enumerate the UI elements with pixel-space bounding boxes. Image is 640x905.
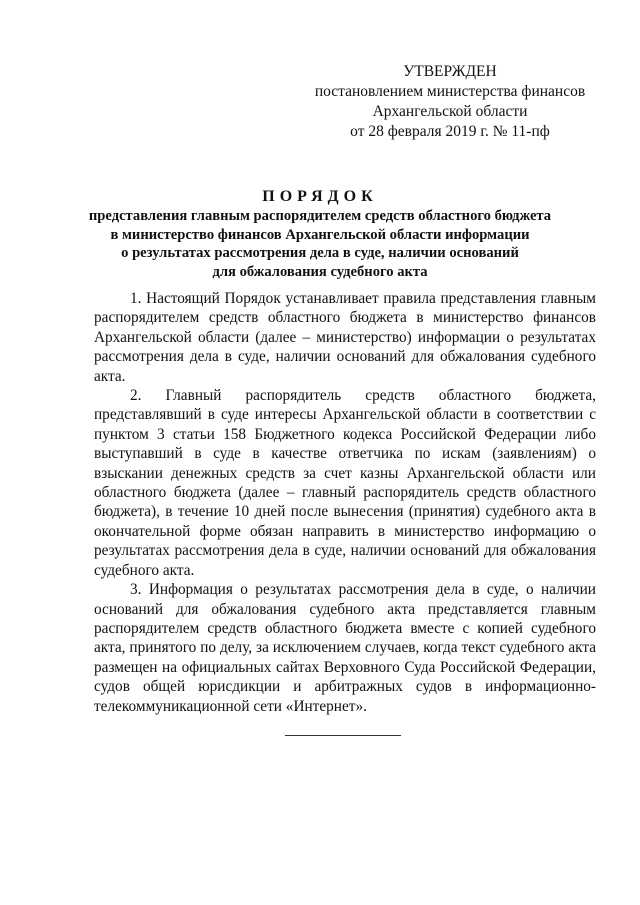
subtitle-line-1: представления главным распорядителем средств областного бюджета [88,208,552,224]
approval-line-3: от 28 февраля 2019 г. № 11-пф [350,123,550,140]
approval-line-2: Архангельской области [372,103,528,120]
end-divider [285,735,401,736]
approval-stamp [300,62,600,142]
subtitle-line-2: в министерство финансов Архангельской области информации [110,226,530,243]
paragraph-3: 3. Информация о результатах рассмотрения дела в суде, о наличии оснований для обжалования судебного акта представляется главным распорядителем средств областного бюджета вместе с копией судебного акта, принятого по делу, за исключением случаев, когда текст судебного акта размещен на официальных сайтах Верховного Суда Российской Федерации, судов общей юрисдикции и арбитражных судов в информационно-телекоммуникационной сети «Интернет». [94,581,596,715]
subtitle-line-3: о результатах рассмотрения дела в суде, наличии оснований [121,245,519,261]
document-subtitle [60,207,580,281]
document-heading [60,187,580,281]
document-title: ПОРЯДОК [262,188,378,205]
document-body [94,289,596,716]
paragraph-1: 1. Настоящий Порядок устанавливает правила представления главным распорядителем средств областного бюджета в министерство финансов Архангельской области (далее – министерство) информации о результатах рассмотрения дела в суде, наличии оснований для обжалования судебного акта. [94,290,596,385]
paragraph-2: 2. Главный распорядитель средств областного бюджета, представлявший в суде интересы Архангельской области в соответствии с пунктом 3 статьи 158 Бюджетного кодекса Российской Федерации либо выступавший в суде в качестве ответчика по искам (заявлениям) о взыскании денежных средств за счет казны Архангельской области или областного бюджета (далее – главный распорядитель средств областного бюджета), в течение 10 дней после вынесения (принятия) судебного акта в окончательной форме обязан направить в министерство информацию о результатах рассмотрения дела в суде, наличии оснований для обжалования судебного акта. [94,387,596,579]
subtitle-line-4: для обжалования судебного акта [212,263,428,280]
approval-status: УТВЕРЖДЕН [403,63,497,80]
approval-line-1: постановлением министерства финансов [314,83,586,100]
